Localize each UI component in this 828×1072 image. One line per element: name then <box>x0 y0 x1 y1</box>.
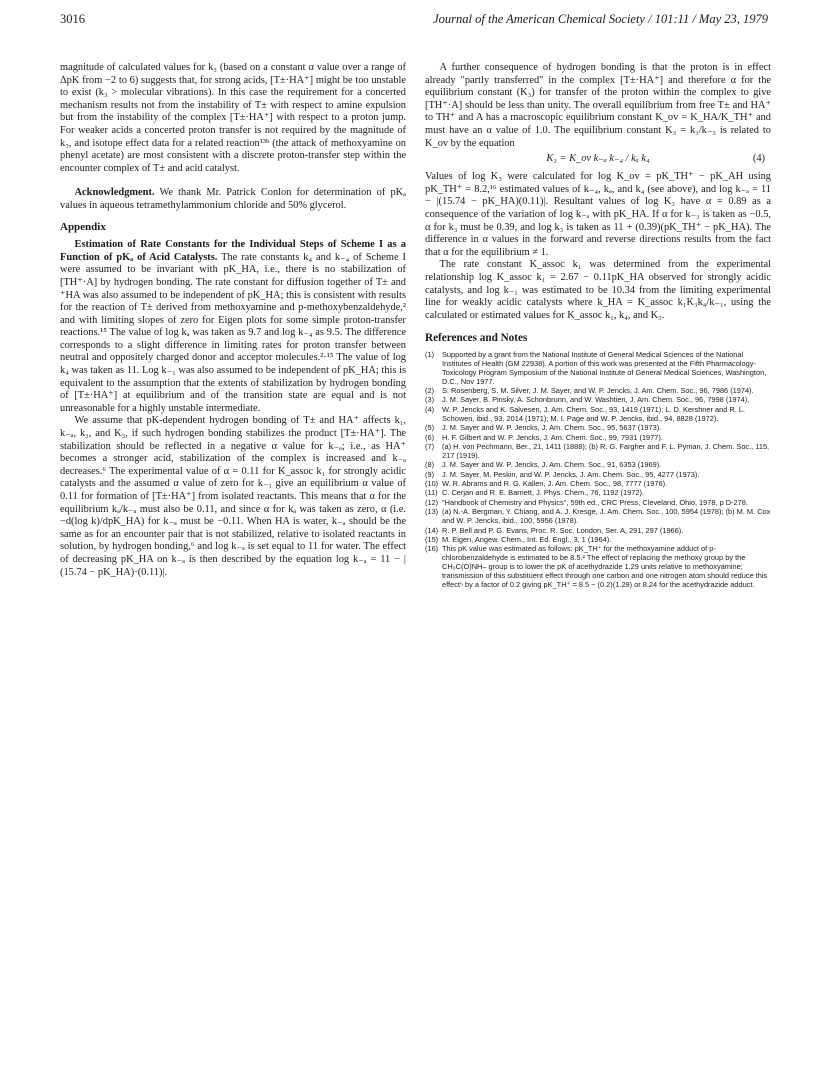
reference-number: (2) <box>425 386 435 395</box>
reference-item <box>425 443 771 461</box>
right-column <box>425 62 771 590</box>
acknowledgment-paragraph <box>60 187 406 212</box>
reference-item <box>425 508 771 526</box>
reference-item <box>425 351 771 387</box>
journal-running-title: Journal of the American Chemical Society / 101:11 / May 23, 1979 <box>433 12 768 26</box>
reference-number: (4) <box>425 404 435 414</box>
reference-text: J. M. Sayer and W. P. Jencks, J. Am. Chem. Soc., 91, 6353 (1969). <box>442 460 662 470</box>
reference-item <box>425 424 771 433</box>
reference-number: (14) <box>425 525 439 535</box>
reference-number: (1) <box>425 349 435 359</box>
appendix-text: The rate constants k₄ and k₋₄ of Scheme I were assumed to be invariant with pK_HA, i.e., there is no stabilization of [TH⁺·A] by hydrogen bonding. The rate constant for diffusion together of T± and ⁺HA was also assumed to be independent of pK_HA; this is consistent with results for the reaction of T± derived from methoxyamine and p-methoxybenzaldehyde,² and with limiting slopes of zero for Eigen plots for some simple proton-transfer reactions.¹⁵ The value of log kₐ was taken as 9.7 and log k₋₄ as 9.5. The difference corresponds to a slight difference in limiting rates for proton transfer between neutral and oppositely charged donor and acceptor molecules.²·¹⁵ The value of log k₄ was taken as 11. Log k₋₁ was also assumed to be independent of pK_HA; this is equivalent to the assumption that the extents of stabilization by hydrogen bonding of [T±·HA⁺] at equilibrium and of the transition state are equal and is not unreasonable for a highly unstable intermediate. <box>60 251 406 414</box>
reference-number: (6) <box>425 432 435 442</box>
reference-number: (3) <box>425 395 435 405</box>
appendix-title: Appendix <box>60 220 106 233</box>
reference-text: W. R. Abrams and R. G. Kallen, J. Am. Chem. Soc., 98, 7777 (1976). <box>442 479 668 489</box>
body-paragraph: magnitude of calculated values for k₃ (based on a constant α value over a range of ΔpK from −2 to 6) suggests that, for strong acids, [T±·HA⁺] might be too unstable to exist (k₃ > molecular vibrations). In this case the requirement for a concerted mechanism results not from the instability of T± with respect to amine expulsion but from the instability of the complex [T±·HA⁺] with respect to a proton jump. For weaker acids a concerted proton transfer is not required by the magnitude of k₃, and isotope effect data for a related reaction¹³ᵇ (the attack of methoxyamine on phenyl acetate) are most consistent with a discrete proton-transfer step within the encounter complex of T± and acid catalyst. <box>60 62 406 174</box>
reference-number: (10) <box>425 479 439 489</box>
body-paragraph-2: Values of log K₃ were calculated for log K_ov = pK_TH⁺ − pK_AH using pK_TH⁺ = 8.2,¹⁶ estimated values of k₋₄, kₐ, and k₄ (see above), and log k₋ₐ = 11 − |(15.74 − pK_HA)(0.11)|. Resultant values of log K₃ have α = 0.89 as a consequence of the variation of log k₋ₐ with pK_HA. If α for k₋₃ is taken as −0.5, α for k₃ must be 0.39, and log k₃ is taken as 11 + (0.39)(pK_TH⁺ − pK_HA). The difference in α values in the forward and reverse directions results from the fact that α for the equilibrium ≠ 1. <box>425 171 771 258</box>
appendix-paragraph <box>60 239 406 415</box>
reference-number: (5) <box>425 423 435 433</box>
appendix-paragraph-2: We assume that pK-dependent hydrogen bonding of T± and HA⁺ affects k₁, k₋ₐ, k₃, and K₃, if such hydrogen bonding stabilizes the product [T±·HA⁺]. The stabilization should be reflected in a negative α value for k₋ₐ; i.e., as HA⁺ becomes a stronger acid, stabilization of the complex is increased and k₋ₐ decreases.⁶ The experimental value of α = 0.11 for K_assoc k₁ for strongly acidic catalysts and the assumed α value of zero for k₋₁ give an equilibrium α value of 0.11 for formation of [T±·HA⁺] from isolated reactants. This means that α for the equilibrium kₐ/k₋ₐ must also be 0.11, and since α for kₐ was taken as zero, α (i.e. −d(log k)/dpK_HA) for k₋ₐ must be −0.11. When HA is water, k₋ₐ should be the same as for an encounter pair that is not stabilized, relative to isolated reactants in solution, by hydrogen bonding,⁶ and log k₋ₐ is set equal to 11 for water. The effect of decreasing pK_HA on k₋ₐ is then described by the equation log k₋ₐ = 11 − |(15.74 − pK_HA)·(0.11)|. <box>60 415 406 578</box>
reference-text: W. P. Jencks and K. Salvesen, J. Am. Chem. Soc., 93, 1419 (1971); L. D. Kershner and R. L. Schowen, ibid., 93, 2014 (1971); M. I. Page and W. P. Jencks, ibid., 94, 8828 (1972). <box>442 404 746 423</box>
equation-text: K₃ = K_ov k₋ₐ k₋₄ / kₐ k₄ <box>546 153 650 165</box>
reference-text: H. F. Gilbert and W. P. Jencks, J. Am. Chem. Soc., 99, 7931 (1977). <box>442 432 663 442</box>
page-header <box>60 12 768 28</box>
reference-item <box>425 396 771 405</box>
reference-text: C. Cerjan and R. E. Barnett, J. Phys. Chem., 76, 1192 (1972). <box>442 488 644 498</box>
reference-text: J. M. Sayer, B. Pinsky, A. Schonbrunn, and W. Washtien, J. Am. Chem. Soc., 96, 7998 (1974). <box>442 395 750 405</box>
reference-text: This pK value was estimated as follows: pK_TH⁺ for the methoxyamine adduct of p-chlorobenzaldehyde is estimated to be 8.5.² The effect of replacing the methoxy group by the CH₃C(O)NH– group is to lower the pK of acethydrazide 1.29 units relative to methoxyamine; transmission of this substituent effect through one carbon and one nitrogen atom should reduce this effect⁵ by a factor of 0.2 giving pK_TH⁺ = 8.5 − (0.2)(1.29) or 8.24 for the acethydrazide adduct. <box>442 544 768 590</box>
acknowledgment-label: Acknowledgment. <box>74 187 155 199</box>
body-paragraph-3: The rate constant K_assoc k₁ was determined from the experimental relationship log K_assoc k₁ = 2.67 − 0.11pK_HA observed for strongly acidic catalysts, and log k₋₁ was estimated to be 10.34 from the limiting experimental line for weakly acidic catalysts where k_HA = K_assoc k₁K₃k₄/k₋₁, using the calculated or estimated values for K_assoc k₁, k₄, and K₃. <box>425 259 771 321</box>
reference-text: M. Eigen, Angew. Chem., Int. Ed. Engl., 3, 1 (1964). <box>442 535 612 544</box>
equation-number: (4) <box>752 153 765 165</box>
reference-text: "Handbook of Chemistry and Physics", 59th ed., CRC Press, Cleveland, Ohio, 1978, p D-278. <box>442 497 748 507</box>
page-number: 3016 <box>60 12 85 26</box>
reference-item <box>425 545 771 590</box>
reference-item <box>425 406 771 424</box>
left-column <box>60 62 406 579</box>
references-title: References and Notes <box>425 332 528 345</box>
reference-text: (a) N.-A. Bergman, Y. Chiang, and A. J. Kresge, J. Am. Chem. Soc., 100, 5954 (1978); (b) M. M. Cox and W. P. Jencks, ibid., 100, 5956 (1978). <box>442 507 771 526</box>
reference-text: R. P. Bell and P. G. Evans, Proc. R. Soc. London, Ser. A, 291, 297 (1966). <box>442 525 684 535</box>
reference-number: (7) <box>425 441 435 451</box>
reference-number: (11) <box>425 488 438 498</box>
reference-number: (15) <box>425 535 439 544</box>
reference-item <box>425 461 771 470</box>
reference-number: (16) <box>425 544 439 554</box>
reference-number: (12) <box>425 497 439 507</box>
body-paragraph: A further consequence of hydrogen bonding is that the proton is in effect already "partly transferred" in the complex [T±·HA⁺] and therefore α for the equilibrium constant (K₃) for transfer of the proton within the complex to give [TH⁺·A] should be less than unity. The overall equilibrium from free T± and HA⁺ to TH⁺ and A has a macroscopic equilibrium constant K_ov = K_HA/K_TH⁺ and must have an α value of 1.0. The equilibrium constant K₃ = k₃/k₋₃ is related to K_ov by the equation <box>425 62 771 149</box>
reference-number: (9) <box>425 469 435 479</box>
references-list <box>425 351 771 590</box>
reference-text: Supported by a grant from the National Institute of General Medical Sciences of the National Institutes of Health (GM 22938). A portion of this work was presented at the Fifth Pharmacology-Toxicology Program Symposium of the National Institute of General Medical Sciences, Washington, D.C., Nov 1977. <box>442 349 767 386</box>
reference-text: (a) H. von Pechmann, Ber., 21, 1411 (1888); (b) R. G. Fargher and F. L. Pyman, J. Chem. Soc., 115, 217 (1919). <box>442 441 770 460</box>
reference-text: J. M. Sayer and W. P. Jencks, J. Am. Chem. Soc., 95, 5637 (1973). <box>442 423 662 433</box>
acknowledgment-text: We thank Mr. Patrick Conlon for determination of pKₐ values in aqueous tetramethylammonium chloride and 50% glycerol. <box>60 187 406 211</box>
reference-number: (13) <box>425 507 439 517</box>
reference-number: (8) <box>425 460 435 470</box>
appendix-heading: Estimation of Rate Constants for the Individual Steps of Scheme I as a Function of pKₐ of Acid Catalysts. <box>60 239 406 263</box>
equation-4 <box>425 153 771 167</box>
reference-text: J. M. Sayer, M. Peskin, and W. P. Jencks, J. Am. Chem. Soc., 95, 4277 (1973). <box>442 469 700 479</box>
reference-text: S. Rosenberg, S. M. Silver, J. M. Sayer, and W. P. Jencks, J. Am. Chem. Soc., 96, 7986 (1974). <box>442 386 754 395</box>
